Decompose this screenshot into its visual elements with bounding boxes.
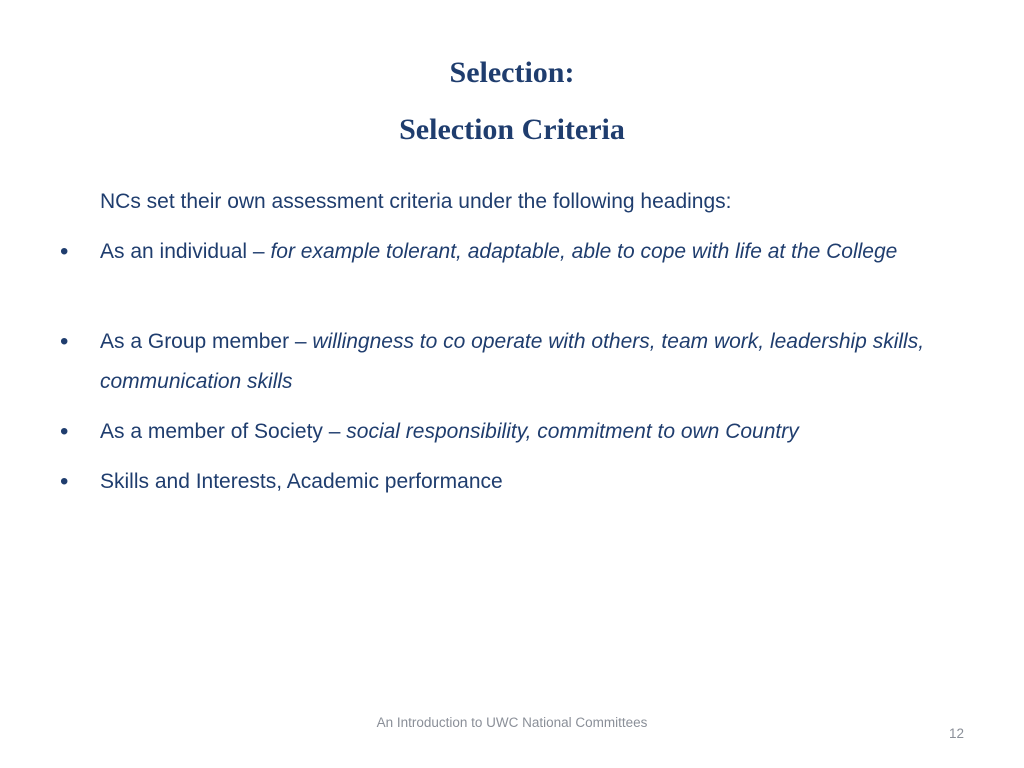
footer-text: An Introduction to UWC National Committees — [376, 715, 648, 730]
bullet-detail: social responsibility, commitment to own Country — [346, 420, 799, 443]
bullet-detail: for example tolerant, adaptable, able to cope with life at the College — [270, 240, 898, 263]
bullet-content — [100, 412, 970, 452]
bullet-icon: • — [60, 328, 69, 355]
bullet-detail: willingness to co operate with others, team work, leadership skills, communication skills — [100, 330, 925, 393]
bullet-lead: As a Group member – — [100, 330, 313, 353]
title-line-2: Selection Criteria — [399, 113, 625, 146]
slide-title — [0, 44, 1024, 158]
bullet-icon: • — [60, 468, 69, 495]
intro-text: NCs set their own assessment criteria under the following headings: — [100, 190, 732, 213]
bullet-icon: • — [60, 418, 69, 445]
bullet-content — [100, 232, 970, 272]
bullet-lead: Skills and Interests, Academic performance — [100, 470, 503, 493]
page-number: 12 — [948, 726, 964, 741]
bullet-lead: As an individual – — [100, 240, 271, 263]
bullet-icon: • — [60, 238, 69, 265]
bullet-lead: As a member of Society – — [100, 420, 347, 443]
bullet-content — [100, 462, 970, 502]
bullet-content — [100, 322, 970, 402]
title-line-1: Selection: — [449, 56, 575, 89]
